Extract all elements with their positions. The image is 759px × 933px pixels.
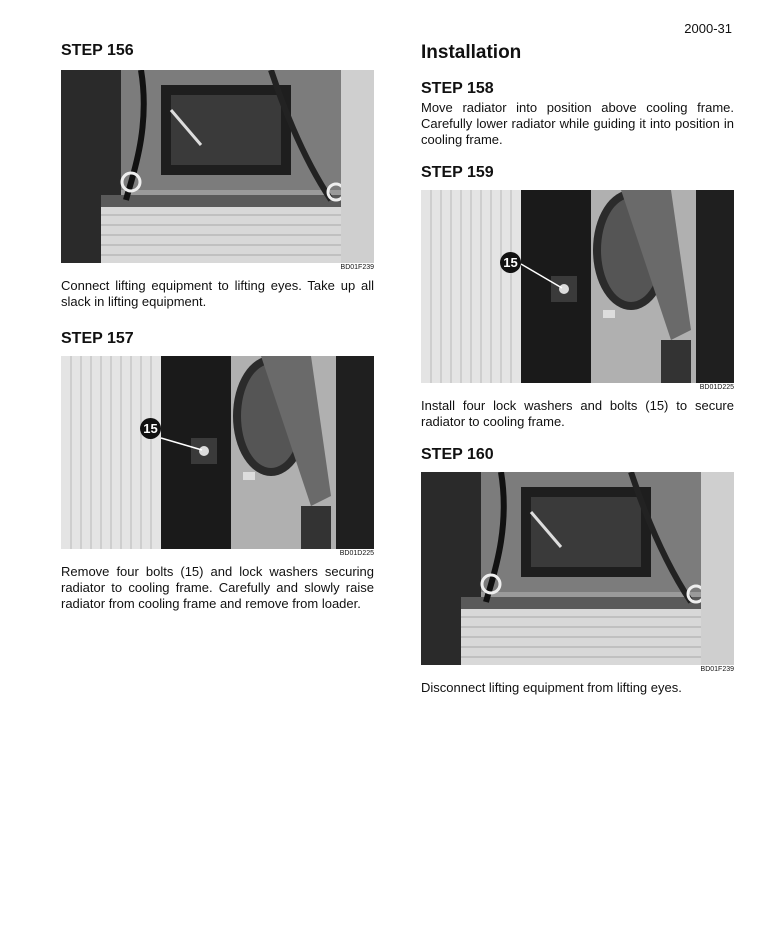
callout-15-badge: 15	[500, 252, 521, 273]
right-column	[421, 40, 734, 696]
step-157-figure-code: BD01D225	[339, 550, 374, 557]
left-column	[61, 40, 374, 612]
step-159-title: STEP 159	[421, 164, 494, 181]
step-157-title: STEP 157	[61, 330, 134, 347]
step-160-figure-code: BD01F239	[700, 666, 734, 673]
step-156-photo	[61, 70, 374, 263]
step-159-figure-code: BD01D225	[699, 384, 734, 391]
step-159-text: Install four lock washers and bolts (15) to secure radiator to cooling frame.	[421, 398, 734, 429]
callout-15-badge: 15	[140, 418, 161, 439]
step-159-photo	[421, 190, 734, 383]
installation-heading: Installation	[421, 42, 522, 63]
step-160-photo	[421, 472, 734, 665]
step-160-title: STEP 160	[421, 446, 494, 463]
step-157-photo	[61, 356, 374, 549]
step-156-text: Connect lifting equipment to lifting eyes. Take up all slack in lifting equipment.	[61, 278, 374, 309]
step-157-text: Remove four bolts (15) and lock washers securing radiator to cooling frame. Carefully and slowly raise radiator from cooling frame and remove from loader.	[61, 564, 374, 611]
step-158-title: STEP 158	[421, 80, 494, 97]
step-160-text: Disconnect lifting equipment from lifting eyes.	[421, 680, 682, 695]
step-156-title: STEP 156	[61, 42, 134, 59]
step-156-figure-code: BD01F239	[340, 264, 374, 271]
step-158-text: Move radiator into position above cooling frame. Carefully lower radiator while guiding it into position in cooling frame.	[421, 100, 734, 147]
page-number: 2000-31	[684, 21, 732, 36]
